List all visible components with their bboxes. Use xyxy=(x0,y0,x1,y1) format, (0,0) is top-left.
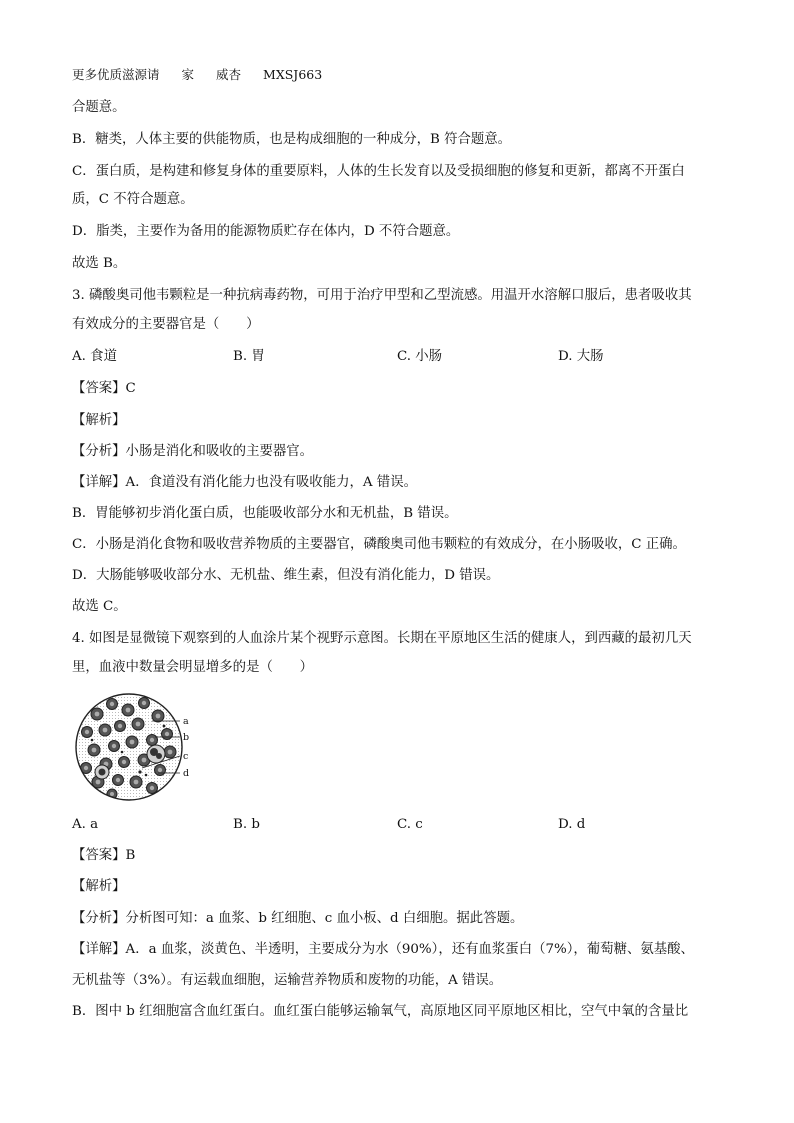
q3-option-d: D. 大肠 xyxy=(558,349,604,364)
q4-option-b: B. b xyxy=(233,817,260,832)
q4-detail-a-line2: 无机盐等（3%）。有运载血细胞，运输营养物质和废物的功能，A 错误。 xyxy=(72,973,503,988)
q3-detail-c: C．小肠是消化食物和吸收营养物质的主要器官，磷酸奥司他韦颗粒的有效成分，在小肠吸收，C 正确。 xyxy=(72,537,686,552)
q4-fenxi: 【分析】分析图可知：a 血浆、b 红细胞、c 血小板、d 白细胞。据此答题。 xyxy=(72,911,524,926)
q3-option-a: A. 食道 xyxy=(72,349,117,364)
q3-option-c: C. 小肠 xyxy=(397,349,443,364)
prev-explain-b: B．糖类，人体主要的供能物质，也是构成细胞的一种成分，B 符合题意。 xyxy=(72,132,512,147)
q4-option-d: D. d xyxy=(558,817,586,832)
blood-smear-figure xyxy=(72,690,202,805)
prev-explain-c1: C．蛋白质，是构建和修复身体的重要原料，人体的生长发育以及受损细胞的修复和更新，都离不开蛋白 xyxy=(72,164,685,179)
q3-detail-a: 【详解】A．食道没有消化能力也没有吸收能力，A 错误。 xyxy=(72,475,417,490)
q4-option-c: C. c xyxy=(397,817,423,832)
q3-stem-line2: 有效成分的主要器官是（ ） xyxy=(72,317,260,332)
q4-stem-line2: 里，血液中数量会明显增多的是（ ） xyxy=(72,660,314,675)
figure-label-b: b xyxy=(183,732,190,743)
q4-answer: 【答案】B xyxy=(72,848,136,863)
header-part-4: MXSJ663 xyxy=(263,67,323,82)
prev-choose: 故选 B。 xyxy=(72,256,127,271)
q3-fenxi: 【分析】小肠是消化和吸收的主要器官。 xyxy=(72,444,314,459)
q4-detail-b: B．图中 b 红细胞富含血红蛋白。血红蛋白能够运输氧气，高原地区同平原地区相比，空气中氧的含量比 xyxy=(72,1004,689,1019)
figure-label-a: a xyxy=(183,716,189,727)
q4-options xyxy=(72,816,722,834)
q3-stem-line1: 3. 磷酸奥司他韦颗粒是一种抗病毒药物，可用于治疗甲型和乙型流感。用温开水溶解口服后，患者吸收其 xyxy=(72,288,692,303)
q4-option-a: A. a xyxy=(72,817,99,832)
prev-explain-d: D．脂类，主要作为备用的能源物质贮存在体内，D 不符合题意。 xyxy=(72,224,460,239)
q3-choose: 故选 C。 xyxy=(72,599,127,614)
prev-explain-c2: 质，C 不符合题意。 xyxy=(72,192,194,207)
prev-explain-line0: 合题意。 xyxy=(72,100,126,115)
q4-analysis-title: 【解析】 xyxy=(72,879,126,894)
q4-stem-line1: 4. 如图是显微镜下观察到的人血涂片某个视野示意图。长期在平原地区生活的健康人，到西藏的最初几天 xyxy=(72,631,692,646)
q3-detail-b: B．胃能够初步消化蛋白质，也能吸收部分水和无机盐，B 错误。 xyxy=(72,506,458,521)
figure-label-c: c xyxy=(183,751,189,762)
header-part-3: 威杏 xyxy=(216,67,242,82)
q3-answer: 【答案】C xyxy=(72,381,136,396)
q3-option-b: B. 胃 xyxy=(233,349,265,364)
header-part-1: 更多优质滋源请 xyxy=(72,67,160,82)
q4-detail-a-line1: 【详解】A．a 血浆，淡黄色、半透明，主要成分为水（90%），还有血浆蛋白（7%），葡萄糖、氨基酸、 xyxy=(72,942,694,957)
q3-analysis-title: 【解析】 xyxy=(72,413,126,428)
q3-options xyxy=(72,348,722,366)
header-part-2: 家 xyxy=(181,67,195,82)
q3-detail-d: D．大肠能够吸收部分水、无机盐、维生素，但没有消化能力，D 错误。 xyxy=(72,568,500,583)
page-header xyxy=(72,66,344,84)
figure-label-d: d xyxy=(183,768,190,779)
